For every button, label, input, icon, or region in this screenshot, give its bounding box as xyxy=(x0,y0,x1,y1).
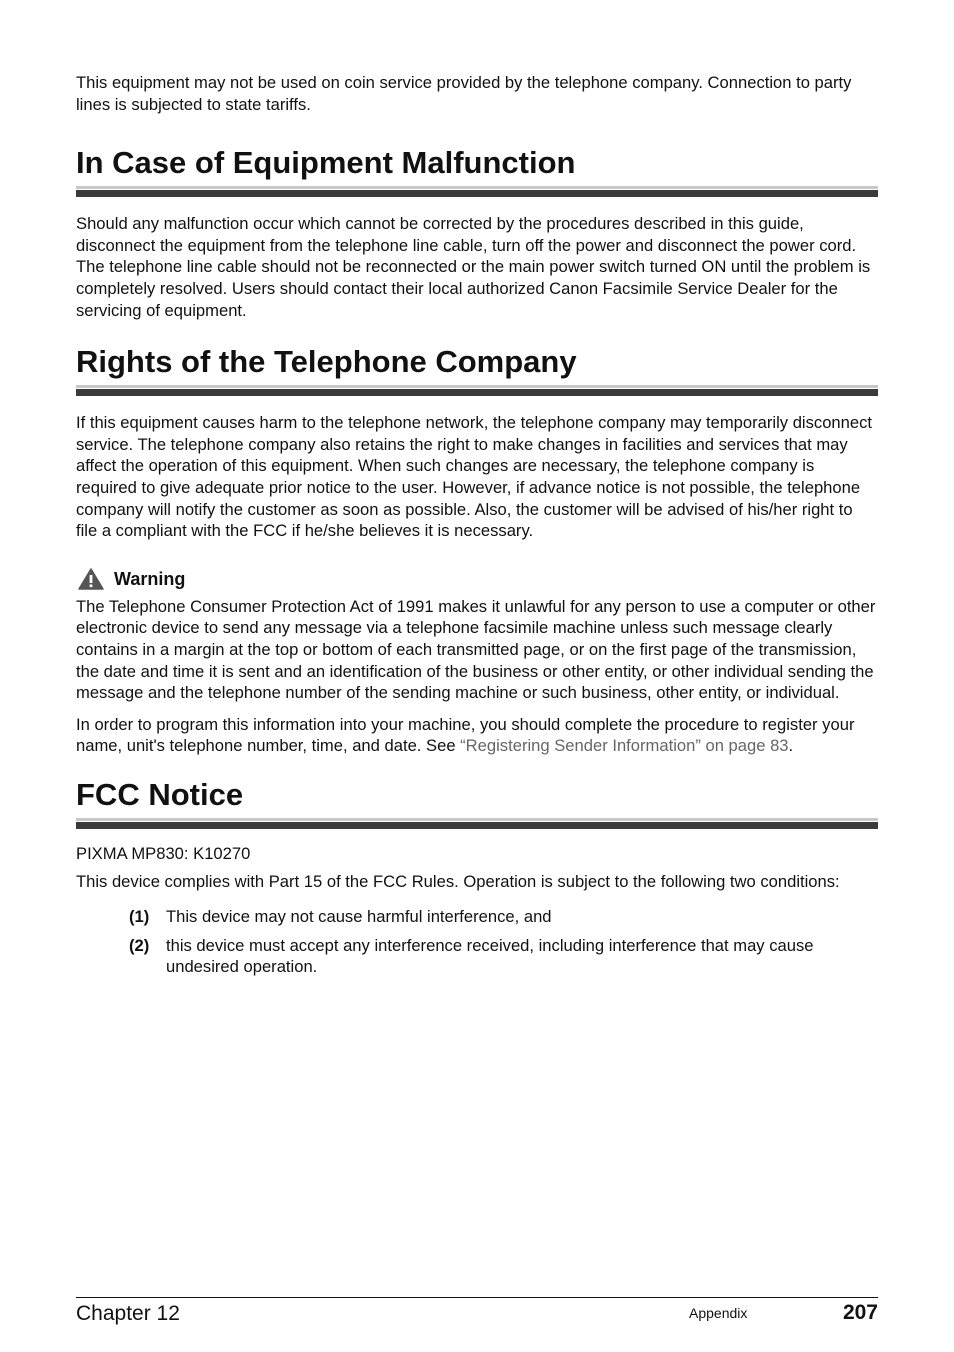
malfunction-heading: In Case of Equipment Malfunction xyxy=(76,145,576,181)
fcc-paragraph: This device complies with Part 15 of the FCC Rules. Operation is subject to the following two conditions: xyxy=(76,872,840,892)
rights-heading-rule xyxy=(76,385,878,396)
page-content xyxy=(76,72,878,978)
intro-paragraph: This equipment may not be used on coin service provided by the telephone company. Connection to party lines is subjected to state tariffs. xyxy=(76,73,852,114)
malfunction-paragraph: Should any malfunction occur which cannot be corrected by the procedures described in this guide, disconnect the equipment from the telephone line cable, turn off the power and disconnect the power cord. The telephone line cable should not be reconnected or the main power switch turned ON until the problem is completely resolved. Users should contact their local authorized Canon Facsimile Service Dealer for the servicing of equipment. xyxy=(76,214,871,320)
page-footer xyxy=(76,1297,878,1330)
list-item-text: this device must accept any interference received, including interference that may cause undesired operation. xyxy=(166,935,814,977)
rights-paragraph: If this equipment causes harm to the telephone network, the telephone company may temporarily disconnect service. The telephone company also retains the right to make changes in facilities and services that may affect the operation of this equipment. When such changes are necessary, the telephone company is required to give adequate prior notice to the user. However, if advance notice is not possible, the telephone company will notify the customer as soon as possible. Also, the customer will be advised of his/her right to file a compliant with the FCC if he/she believes it is necessary. xyxy=(76,413,873,541)
warning-heading xyxy=(76,568,878,590)
fcc-conditions-list xyxy=(129,906,878,978)
list-item-number: (2) xyxy=(129,935,150,955)
warning-paragraph: The Telephone Consumer Protection Act of 1991 makes it unlawful for any person to use a computer or other electronic device to send any message via a telephone facsimile machine unless such message clearly contains in a margin at the top or bottom of each transmitted page, or on the first page of the transmission, the date and time it is sent and an identification of the business or other entity, or other individual sending the message and the telephone number of the sending machine or such business, other entity, or individual. xyxy=(76,596,876,703)
fcc-model: PIXMA MP830: K10270 xyxy=(76,843,251,863)
warning-label: Warning xyxy=(114,568,186,589)
registering-sender-link[interactable]: “Registering Sender Information” on page 83 xyxy=(460,736,789,756)
footer-section: Appendix xyxy=(689,1305,748,1321)
list-item xyxy=(129,906,878,928)
list-item-number: (1) xyxy=(129,907,150,927)
footer-page-number: 207 xyxy=(842,1301,878,1324)
program-text-end: . xyxy=(788,736,794,756)
program-text: In order to program this information into your machine, you should complete the procedure to register your name, unit's telephone number, time, and date. See xyxy=(76,714,855,756)
footer-chapter: Chapter 12 xyxy=(76,1302,180,1325)
fcc-heading-rule xyxy=(76,818,878,829)
list-item-text: This device may not cause harmful interference, and xyxy=(166,907,552,927)
fcc-heading: FCC Notice xyxy=(76,776,244,812)
malfunction-heading-rule xyxy=(76,186,878,197)
rights-heading: Rights of the Telephone Company xyxy=(76,344,577,380)
warning-triangle-icon xyxy=(78,568,104,590)
program-paragraph xyxy=(76,714,878,757)
list-item xyxy=(129,935,878,978)
